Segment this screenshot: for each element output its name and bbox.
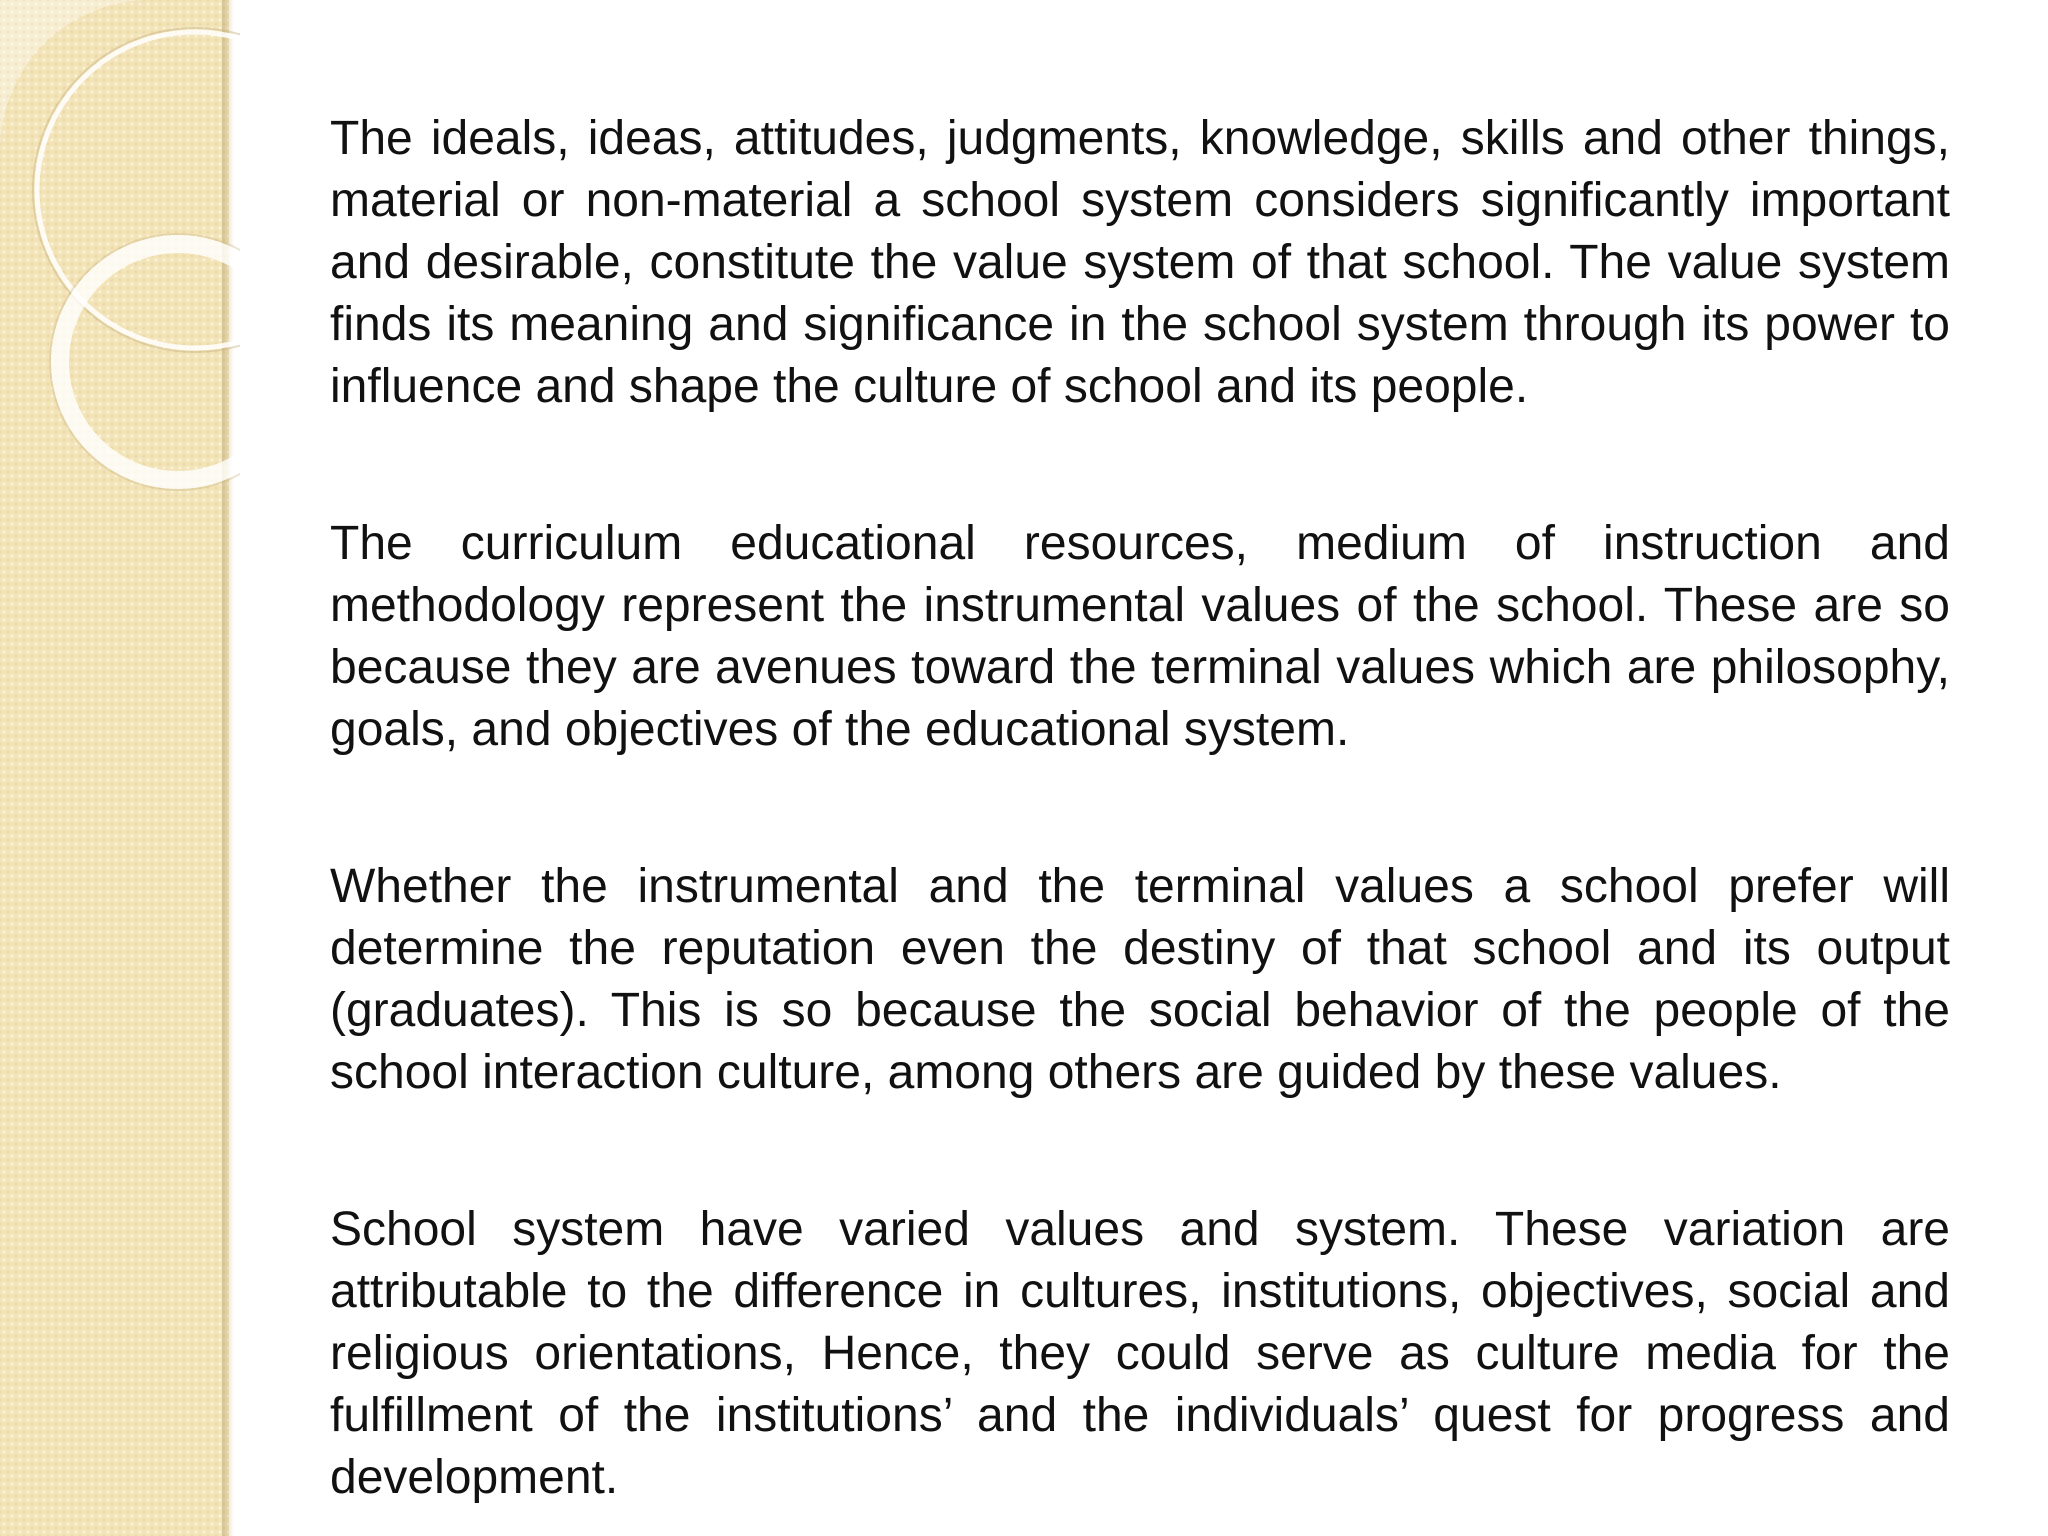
decorative-thick-ring bbox=[60, 244, 240, 480]
paragraph-varied-values: School system have varied values and system. These variation are attributable to the difference in cultures, institutions, objectives, social and religious orientations, Hence, they could serve as culture media for the fulfillment of the institutions’ and the individuals’ quest for progress and development. bbox=[330, 1203, 1950, 1504]
slide-body bbox=[330, 108, 1950, 1536]
paragraph-instrumental-values: The curriculum educational resources, medium of instruction and methodology represent the instrumental values of the school. These are so because they are avenues toward the terminal values which are philosophy, goals, and objectives of the educational system. bbox=[330, 517, 1950, 756]
decorative-thick-ring-shadow bbox=[50, 234, 240, 490]
paragraph-reputation: Whether the instrumental and the terminal values a school prefer will determine the reputation even the destiny of that school and its output (graduates). This is so because the social behavior of the people of the school interaction culture, among others are guided by these values. bbox=[330, 860, 1950, 1099]
decorative-quarter-circle bbox=[0, 0, 150, 150]
paragraph-value-system: The ideals, ideas, attitudes, judgments, knowledge, skills and other things, material or non-material a school system considers significantly important and desirable, constitute the value system of that school. The value system finds its meaning and significance in the school system through its power to influence and shape the culture of school and its people. bbox=[330, 112, 1950, 413]
decorative-circles bbox=[0, 0, 240, 520]
